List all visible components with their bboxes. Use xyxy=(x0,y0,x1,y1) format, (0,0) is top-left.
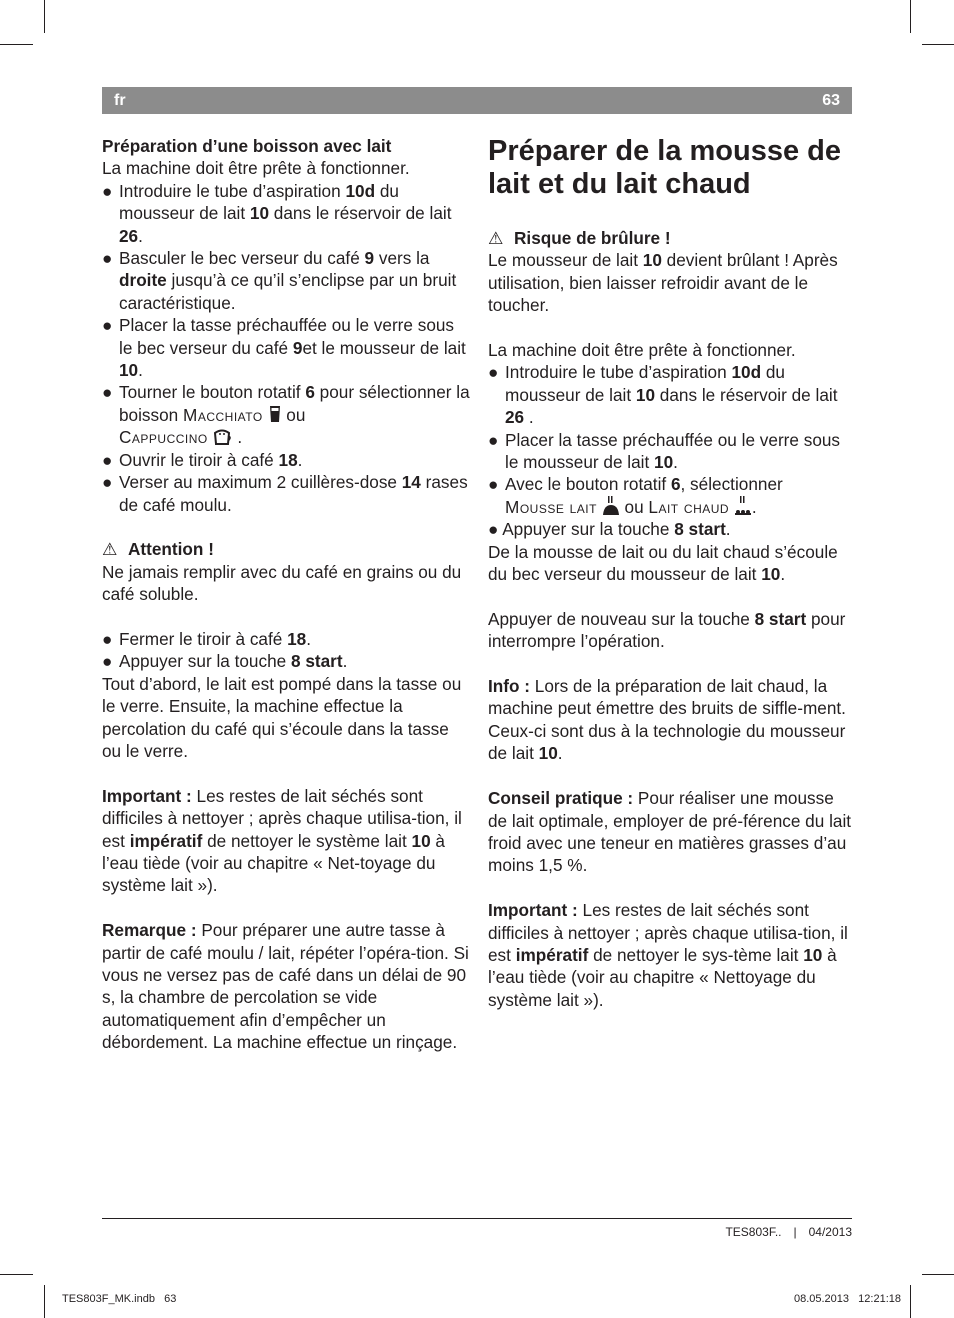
bullet-icon: ● xyxy=(488,474,499,495)
footer-reference: TES803F.. | 04/2013 xyxy=(725,1225,852,1239)
crop-mark xyxy=(910,1285,911,1318)
list-item: ● Tourner le bouton rotatif 6 pour sélectionner la boisson Macchiato ou Cappuccino . xyxy=(102,382,470,448)
bullet-icon: ● xyxy=(102,449,113,470)
info-note: Info : Lors de la préparation de lait chaud, la machine peut émettre des bruits de siffle-ment. Ceux-ci sont dus à la technologie du mousseur de lait 10. xyxy=(488,676,846,764)
page-number: 63 xyxy=(822,92,840,109)
edition-date: 04/2013 xyxy=(808,1225,852,1239)
bullet-icon: ● xyxy=(102,382,113,403)
drink-name-cappuccino: Cappuccino xyxy=(119,427,208,448)
crop-mark xyxy=(0,44,33,45)
list-item: ● Placer la tasse préchauffée ou le verre sous le mousseur de lait 10. xyxy=(488,429,841,473)
list-item: ● Verser au maximum 2 cuillères-dose 14 rases de café moulu. xyxy=(102,472,468,515)
list-item: ● Basculer le bec verseur du café 9 vers la droite jusqu’à ce qu’il s’enclipse par un bruit caractéristique. xyxy=(102,248,457,313)
bullet-icon: ● xyxy=(102,628,113,649)
risk-heading: ⚠ Risque de brûlure ! xyxy=(488,228,671,248)
remark-note: Remarque : Pour préparer une autre tasse à partir de café moulu / lait, répéter l’opéra-tion. Si vous ne versez pas de café dans un délai de 90 s, la chambre de percolation se vide automatiquement afin d’empêcher un débordement. La machine effectue un rinçage. xyxy=(102,920,469,1053)
flow-text: De la mousse de lait ou du lait chaud s’écoule du bec verseur du mousseur de lait 10. xyxy=(488,541,838,585)
crop-mark xyxy=(922,44,954,45)
flow-text: Tout d’abord, le lait est pompé dans la tasse ou le verre. Ensuite, la machine effectue la percolation du café qui s’écoule dans la tasse ou le verre. xyxy=(102,673,462,761)
crop-mark xyxy=(0,1274,33,1275)
bullet-icon: ● xyxy=(102,315,113,336)
list-item: ● Appuyer sur la touche 8 start. xyxy=(102,651,348,672)
print-slug-timestamp: 08.05.2013 12:21:18 xyxy=(793,1293,901,1305)
important-note: Important : Les restes de lait séchés sont difficiles à nettoyer ; après chaque utilisa-tion, il est impératif de nettoyer le sys-tème lait 10 à l’eau tiède (voir au chapitre « Nettoyage du système lait »). xyxy=(488,900,848,1010)
attention-heading: ⚠ Attention ! xyxy=(102,539,214,560)
drink-name-macchiato: Macchiato xyxy=(183,404,263,425)
bullet-icon: ● xyxy=(102,651,113,672)
hot-milk-icon xyxy=(734,496,752,516)
left-column xyxy=(102,135,472,1054)
warning-icon: ⚠ xyxy=(488,228,504,248)
list-item: ● Introduire le tube d’aspiration 10d du mousseur de lait 10 dans le réservoir de lait 26. xyxy=(102,180,452,246)
bullet-icon: ● xyxy=(102,248,113,269)
page-title: Préparer de la mousse de lait et du lait chaud xyxy=(488,135,841,200)
model-number: TES803F.. xyxy=(725,1225,782,1239)
intro-text: La machine doit être prête à fonctionner. xyxy=(102,158,410,179)
page-header-bar xyxy=(102,87,852,114)
option-milk-foam: Mousse lait xyxy=(505,496,597,517)
option-hot-milk: Lait chaud xyxy=(648,496,730,517)
list-item: ● Avec le bouton rotatif 6, sélectionner Mousse lait ou Lait chaud . xyxy=(488,474,783,517)
bullet-icon: ● xyxy=(488,519,503,540)
list-item: ● Ouvrir le tiroir à café 18. xyxy=(102,449,303,470)
crop-mark xyxy=(922,1274,954,1275)
macchiato-glass-icon xyxy=(268,404,282,424)
bullet-icon: ● xyxy=(488,429,499,450)
intro-text: La machine doit être prête à fonctionner. xyxy=(488,340,796,361)
cappuccino-cup-icon xyxy=(213,428,233,446)
warning-icon: ⚠ xyxy=(102,539,118,560)
crop-mark xyxy=(910,0,911,33)
important-note: Important : Les restes de lait séchés sont difficiles à nettoyer ; après chaque utilisa-tion, il est impératif de nettoyer le système lait 10 à l’eau tiède (voir au chapitre « Net-toyage du système lait »). xyxy=(102,785,462,896)
attention-text: Ne jamais remplir avec du café en grains ou du café soluble. xyxy=(102,561,462,605)
print-slug-file: TES803F_MK.indb 63 xyxy=(62,1293,177,1305)
crop-mark xyxy=(44,0,45,33)
footer-rule xyxy=(102,1218,852,1219)
list-item: ● Placer la tasse préchauffée ou le verre sous le bec verseur du café 9et le mousseur de lait 10. xyxy=(102,315,466,381)
risk-text: Le mousseur de lait 10 devient brûlant ! Après utilisation, bien laisser refroidir avant de le toucher. xyxy=(488,250,838,316)
list-item: ● Appuyer sur la touche 8 start. xyxy=(488,519,731,540)
tip-note: Conseil pratique : Pour réaliser une mousse de lait optimale, employer de pré-férence du lait froid avec une teneur en matières grasses d’au moins 1,5 %. xyxy=(488,788,852,876)
bullet-icon: ● xyxy=(102,472,113,493)
crop-mark xyxy=(44,1285,45,1318)
list-item: ● Introduire le tube d’aspiration 10d du mousseur de lait 10 dans le réservoir de lait 26 . xyxy=(488,362,838,428)
language-code: fr xyxy=(114,92,126,109)
bullet-icon: ● xyxy=(102,180,113,201)
section-title: Préparation d’une boisson avec lait xyxy=(102,136,392,156)
list-item: ● Fermer le tiroir à café 18. xyxy=(102,628,312,649)
right-column xyxy=(488,135,854,1011)
milk-foam-icon xyxy=(602,496,620,516)
interrupt-text: Appuyer de nouveau sur la touche 8 start pour interrompre l’opération. xyxy=(488,608,846,652)
bullet-icon: ● xyxy=(488,362,499,383)
